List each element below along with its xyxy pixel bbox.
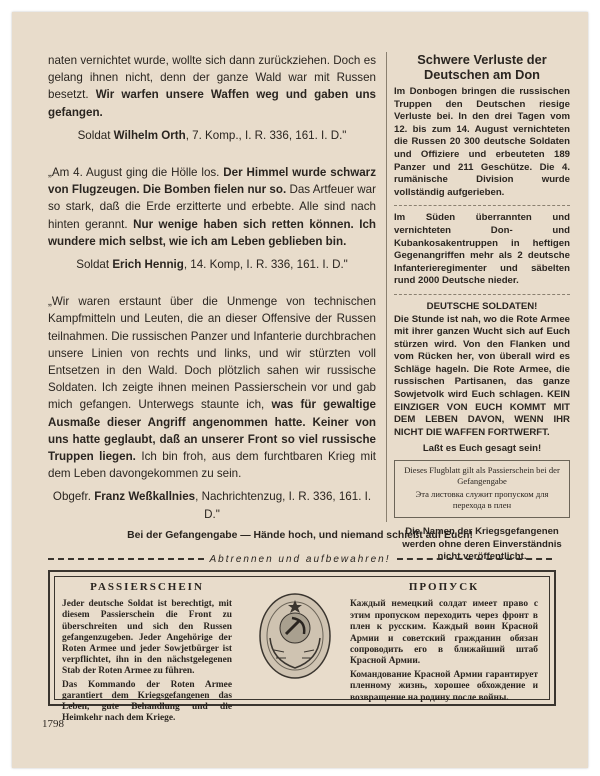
signature-wesskallnies: Obgefr. Franz Weßkallnies, Nachrichtenzug, I. R. 336, 161. I. D." xyxy=(52,490,372,521)
names-footnote: Die Namen der Kriegsgefangenen werden ohne deren Einverständnis nicht veröffentlicht. xyxy=(402,526,562,563)
pass-russian-section xyxy=(350,582,538,706)
news-headline: Schwere Verluste der Deutschen am Don xyxy=(417,52,547,82)
soviet-emblem-icon xyxy=(256,590,334,682)
signature-orth: Soldat Wilhelm Orth, 7. Komp., I. R. 336, 161. I. D." xyxy=(77,128,347,142)
testimony-wesskallnies: „Wir waren erstaunt über die Unmenge von technischen Kampfmitteln und Leuten, die an dieser Offensive der Russen teilnahmen. Die russischen Panzer und Infanterie durchbrachen unsere Linien von rechts und links, und wir stürzten voll Entsetzen in den Wald. Doch plötzlich sahen wir russische Soldaten. Ich zeigte ihnen meinen Passierschein vor und gab mich gefangen. Unterwegs staunte ich, was für gewaltige Ausmaße dieser Angriff angenommen hatte. Keiner von uns hatte geglaubt, daß an unserer Front so viel russische Truppen liegen. Ich bin froh, aus dem furchtbaren Krieg mit dem Leben davongekommen zu sein. xyxy=(48,295,376,481)
pass-text-russian: Каждый немецкий солдат имеет право с этим пропуском переходить через фронт в плен к русским. Каждый воин Красной Армии и советский гражданин обязан сопроводить его в ближайший штаб Красной Армии. xyxy=(350,599,538,667)
testimony-orth: naten vernichtet wurde, wollte sich dann zurückziehen. Doch es gelang ihnen nicht, denn der ganze Wald war mit Russen besetzt. Wir warfen unsere Waffen weg und gaben uns gefangen. xyxy=(48,54,376,119)
appeal-closing: Laßt es Euch gesagt sein! xyxy=(422,443,542,455)
cut-line xyxy=(48,552,552,566)
pass-title-german: PASSIERSCHEIN xyxy=(90,581,204,593)
safe-conduct-pass xyxy=(48,570,556,724)
pass-notice-german: Dieses Flugblatt gilt als Passierschein bei der Gefangengabe xyxy=(404,465,560,487)
signature-hennig: Soldat Erich Hennig, 14. Komp, I. R. 336, 161. I. D." xyxy=(76,258,348,272)
news-column xyxy=(394,52,570,564)
news-don-losses: Im Donbogen bringen die russischen Truppen den Deutschen riesige Verluste bei. In den drei Tagen vom 12. bis zum 14. August vernichteten die Russen 20 300 deutsche Soldaten und Offiziere und erbeuteten 189 Panzer und 211 Geschütze. Die 4. rumänische Division wurde vollständig aufgerieben. xyxy=(394,86,570,198)
appeal-heading: DEUTSCHE SOLDATEN! xyxy=(426,300,538,312)
news-separator xyxy=(394,205,570,206)
pass-text-german: Jeder deutsche Soldat ist berechtigt, mit diesem Passierschein die Front zu überschreiten und sich den Russen gefangenzugeben. Jeder Angehörige der Roten Armee und jeder Sowjetbürger ist verpflichtet, ihn in den nächstgelegenen Stab der Roten Armee zu führen. xyxy=(62,599,232,677)
column-divider xyxy=(386,52,387,522)
news-south-counterattack: Im Süden überrannten und vernichteten Don- und Kubankosakentruppen in heftigen Gegenangriffen mehr als 2 deutsche Infanterieregimenter und säbelten rund 2000 Deutsche nieder. xyxy=(394,212,570,287)
surrender-banner: Bei der Gefangengabe — Hände hoch, und niemand schießt auf Euch! xyxy=(127,530,473,541)
appeal-text: Die Stunde ist nah, wo die Rote Armee mit ihrer ganzen Wucht sich auf Euch stürzen wird. Von den Flanken und vom Rücken her, von überall wird es Schläge hageln. Die Rote Armee, die russischen Partisanen, das ganze Sowjetvolk wird Euch schlagen. KEIN EINZIGER VON EUCH KOMMT MIT DEM LEBEN DAVON, WENN IHR NICHT DIE WAFFEN FORTWERFT. xyxy=(394,313,570,438)
pass-guarantee-russian: Командование Красной Армии гарантирует пленному жизнь, хорошее обхождение и возвращение на родину после войны. xyxy=(350,669,538,703)
cut-dash-right xyxy=(397,558,553,560)
pass-german-section xyxy=(62,582,232,726)
testimonies-column xyxy=(48,52,376,533)
leaflet-page xyxy=(12,12,588,768)
cut-label: Abtrennen und aufbewahren! xyxy=(209,553,391,565)
news-separator xyxy=(394,294,570,295)
pass-title-russian: ПРОПУСК xyxy=(408,581,480,593)
pass-guarantee-german: Das Kommando der Roten Armee garantiert dem Kriegsgefangenen das Leben, gute Behandlung und die Heimkehr nach dem Kriege. xyxy=(62,679,232,724)
pass-notice-russian: Эта листовка служит пропуском для перехода в плен xyxy=(415,489,549,511)
leaflet-pass-notice xyxy=(394,460,570,518)
cut-dash-left xyxy=(48,558,204,560)
testimony-hennig: „Am 4. August ging die Hölle los. Der Himmel wurde schwarz von Flugzeugen. Die Bomben fielen nur so. Das Artfeuer war so stark, daß die Erde erzitterte und erbebte. Alle sind nach hinten gerannt. Nur wenige haben sich retten können. Ich wundere mich selbst, wie ich am Leben geblieben bin. xyxy=(48,166,376,248)
page-number: 1798 xyxy=(42,718,64,730)
